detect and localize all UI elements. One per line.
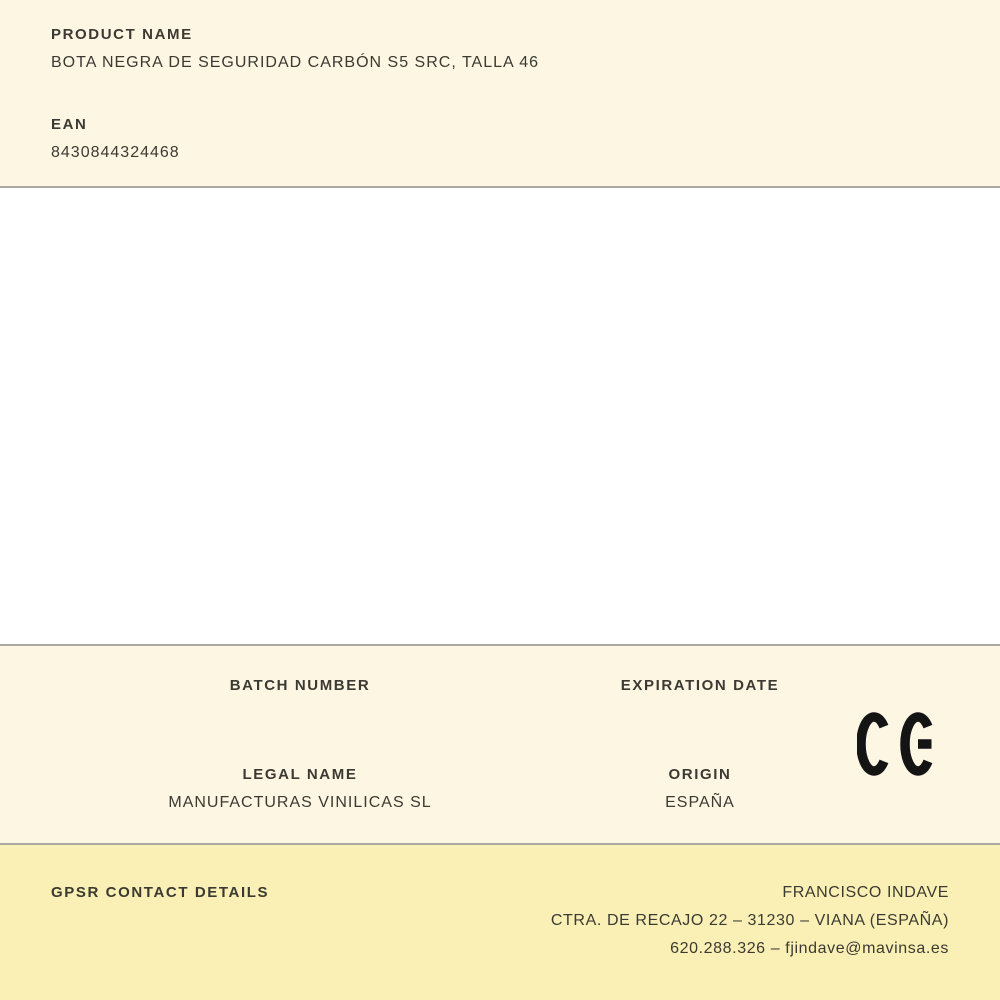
product-name-label: PRODUCT NAME bbox=[51, 26, 193, 43]
expiration-date-value bbox=[500, 700, 900, 728]
origin-label: ORIGIN bbox=[668, 766, 732, 783]
product-info-section bbox=[0, 0, 1000, 188]
ean-field bbox=[51, 111, 949, 167]
product-image-area bbox=[0, 188, 1000, 646]
legal-name-value: MANUFACTURAS VINILICAS SL bbox=[168, 794, 432, 811]
batch-number-value bbox=[100, 700, 500, 728]
expiration-date-label: EXPIRATION DATE bbox=[620, 677, 780, 694]
legal-name-label: LEGAL NAME bbox=[242, 766, 358, 783]
gpsr-contact-title: GPSR CONTACT DETAILS bbox=[51, 884, 270, 901]
ean-label: EAN bbox=[51, 116, 88, 133]
expiration-date-field bbox=[500, 672, 900, 728]
ean-value: 8430844324468 bbox=[51, 144, 180, 161]
contact-person: FRANCISCO INDAVE bbox=[782, 884, 949, 901]
batch-number-field bbox=[100, 672, 500, 728]
batch-number-label: BATCH NUMBER bbox=[229, 677, 371, 694]
origin-field bbox=[500, 761, 900, 817]
product-name-value: BOTA NEGRA DE SEGURIDAD CARBÓN S5 SRC, TALLA 46 bbox=[51, 54, 540, 71]
legal-name-field bbox=[100, 761, 500, 817]
gpsr-contact-lines bbox=[551, 879, 949, 963]
origin-value: ESPAÑA bbox=[665, 794, 735, 811]
details-grid bbox=[100, 672, 900, 850]
details-section bbox=[0, 646, 1000, 845]
contact-address: CTRA. DE RECAJO 22 – 31230 – VIANA (ESPAÑA) bbox=[550, 912, 949, 929]
contact-phone-email: 620.288.326 – fjindave@mavinsa.es bbox=[670, 940, 949, 957]
ce-mark-icon bbox=[857, 712, 945, 776]
product-name-field bbox=[51, 21, 949, 77]
gpsr-contact-section bbox=[0, 845, 1000, 1000]
